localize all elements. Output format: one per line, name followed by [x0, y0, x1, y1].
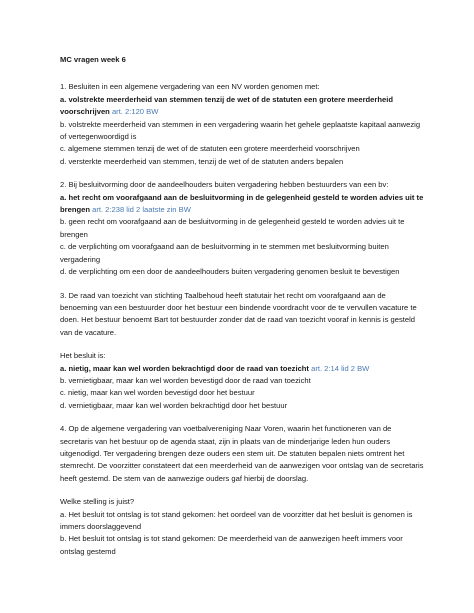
question-1-text: 1. Besluiten in een algemene vergadering van een NV worden genomen met: — [60, 82, 320, 92]
question-2 — [60, 179, 424, 278]
question-1 — [60, 81, 424, 168]
question-1-answer-c: c. algemene stemmen tenzij de wet of de statuten een grotere meerderheid voorschrijven — [60, 144, 360, 154]
question-1-answer-b: b. volstrekte meerderheid van stemmen in een vergadering waarin het gehele geplaatste kapitaal aanwezig of vertegenwoordigd is — [60, 119, 421, 142]
question-3-answer-b: b. vernietigbaar, maar kan wel worden bevestigd door de raad van toezicht — [60, 375, 311, 385]
question-1-answer-d: d. versterkte meerderheid van stemmen, tenzij de wet of de statuten anders bepalen — [60, 156, 344, 166]
question-2-answer-b: b. geen recht om voorafgaand aan de besluitvorming in de gelegenheid gesteld te worden advies uit te brengen — [60, 217, 405, 239]
question-1-answer-a-text: a. volstrekte meerderheid van stemmen tenzij de wet of de statuten een grotere meerderheid voorschrijven — [60, 94, 393, 117]
question-2-answer-c: c. de verplichting om voorafgaand aan de besluitvorming in te stemmen met besluitvorming buiten vergadering — [60, 242, 389, 264]
question-3-reference: art. 2:14 lid 2 BW — [311, 363, 370, 373]
question-1-answer-a — [60, 94, 424, 119]
question-4-answer-a: a. Het besluit tot ontslag is tot stand gekomen: het oordeel van de voorzitter dat het besluit is genomen is immers doorslaggevend — [60, 509, 413, 531]
question-3-text: 3. De raad van toezicht van stichting Taalbehoud heeft statutair het recht om voorafgaand aan de benoeming van een bestuurder door het bestuur een bindende voordracht voor de te vervullen vacature te doen. Het bestuur benoemt Bart tot bestuurder zonder dat de raad van toezicht vooraf in kennis is gesteld van de vacature. — [60, 290, 417, 337]
question-4-text: 4. Op de algemene vergadering van voetbalvereniging Naar Voren, waarin het functioneren van de secretaris van het bestuur op de agenda staat, zijn in plaats van de minderjarige leden hun ouders uitgenodigd. Ter vergadering brengen deze ouders een stem uit. De statuten bepalen niets omtrent het stemrecht. De voorzitter constateert dat een meerderheid van de aanwezigen voor ontslag van de secretaris heeft gestemd. De stem van de aanwezige ouders gaf hierbij de doorslag. — [60, 424, 424, 483]
question-3-answer-c: c. nietig, maar kan wel worden bevestigd door het bestuur — [60, 388, 255, 398]
question-4-prompt: Welke stelling is juist? — [60, 497, 135, 507]
document-title: MC vragen week 6 — [60, 55, 126, 64]
question-3-prompt: Het besluit is: — [60, 351, 106, 361]
question-2-answer-d: d. de verplichting om een door de aandeelhouders buiten vergadering genomen besluit te bevestigen — [60, 267, 400, 277]
question-2-text: 2. Bij besluitvorming door de aandeelhouders buiten vergadering hebben bestuurders van een bv: — [60, 180, 389, 190]
question-4-options — [60, 496, 424, 558]
question-4-answer-b: b. Het besluit tot ontslag is tot stand gekomen: De meerderheid van de aanwezigen heeft immers voor ontslag gestemd — [60, 534, 403, 556]
question-3-answer-a-text: a. nietig, maar kan wel worden bekrachtigd door de raad van toezicht — [60, 363, 309, 373]
question-2-answer-a-text: a. het recht om voorafgaand aan de besluitvorming in de gelegenheid gesteld te worden advies uit te brengen — [60, 192, 424, 215]
question-3-answer-a — [60, 363, 424, 375]
question-3 — [60, 290, 424, 340]
question-3-answer-d: d. vernietigbaar, maar kan wel worden bekrachtigd door het bestuur — [60, 400, 288, 410]
question-4 — [60, 423, 424, 485]
question-2-answer-a — [60, 192, 424, 217]
question-2-reference: art. 2:238 lid 2 laatste zin BW — [92, 205, 191, 215]
question-1-reference: art. 2:120 BW — [111, 107, 159, 117]
question-3-options — [60, 350, 424, 412]
